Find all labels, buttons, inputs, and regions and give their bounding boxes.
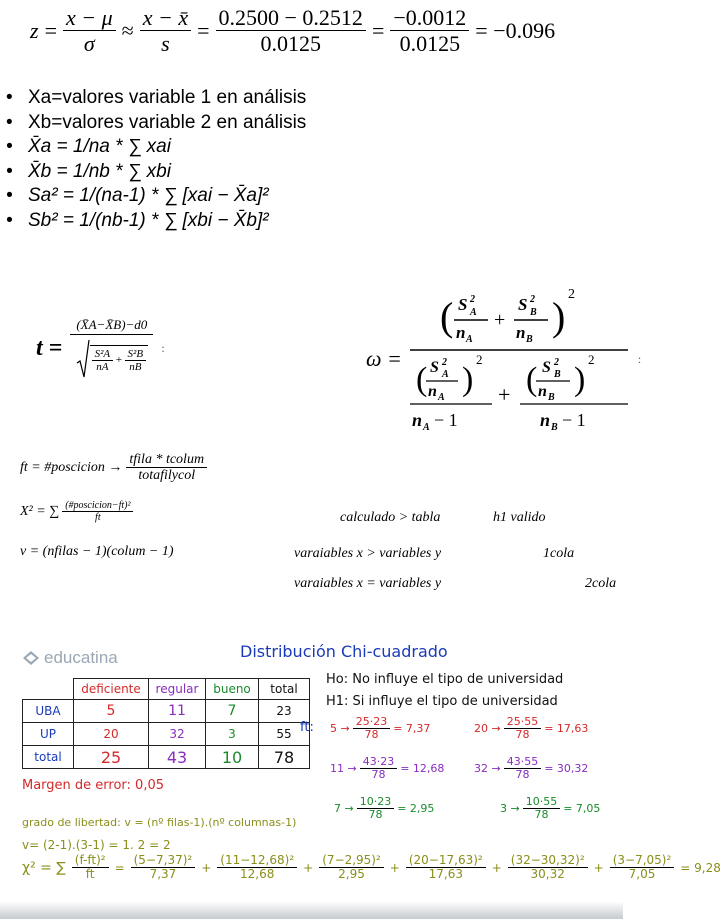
ft-item-den: 78 bbox=[515, 768, 530, 782]
chi-fraction bbox=[62, 500, 133, 524]
z-fraction-2-num: x − x̄ bbox=[140, 6, 191, 31]
row-label: total bbox=[23, 746, 74, 769]
cell: 25 bbox=[74, 746, 149, 769]
ft-label: ft: bbox=[300, 720, 314, 735]
ft-item-frac bbox=[504, 756, 542, 782]
chi-term-num: (f-ft)² bbox=[72, 854, 109, 868]
bullet-item: • Xa=valores variable 1 en análisis bbox=[0, 86, 306, 111]
cell: 7 bbox=[206, 700, 259, 723]
ft-item-source: 11 → bbox=[330, 762, 357, 776]
equals-sign: = bbox=[44, 18, 57, 44]
chi-term bbox=[406, 854, 486, 882]
chi-calc-lhs: χ² = ∑ bbox=[22, 859, 66, 876]
equals-sign-2: = bbox=[197, 18, 210, 44]
omega-lhs: ω = bbox=[366, 346, 402, 371]
ft-item-num: 25·23 bbox=[353, 716, 391, 729]
rule-one-tail: 1cola bbox=[543, 546, 575, 561]
svg-text:S: S bbox=[541, 359, 551, 376]
table-row bbox=[23, 700, 310, 723]
t-den-b-num: S²B bbox=[125, 348, 147, 361]
t-lhs: t = bbox=[36, 335, 63, 362]
chi-term-den: 30,32 bbox=[530, 867, 565, 882]
ft-item-result: = 17,63 bbox=[544, 722, 589, 736]
chi-square-formula bbox=[20, 500, 133, 524]
svg-text:B: B bbox=[529, 307, 537, 318]
z-fraction-4 bbox=[390, 6, 469, 56]
equals-sign-3: = bbox=[371, 18, 385, 44]
logo-text: educatina bbox=[44, 648, 118, 667]
ft-item bbox=[330, 756, 444, 782]
svg-text:n: n bbox=[515, 323, 526, 342]
cell: 43 bbox=[149, 746, 206, 769]
t-den-frac-b bbox=[125, 348, 147, 374]
t-denominator: $\frac{\text{S²A}}{nA}$ + $\frac{\text{S²B}}{nB}$ bbox=[73, 335, 152, 379]
bullet-item: • Xb=valores variable 2 en análisis bbox=[0, 111, 306, 136]
chi-term bbox=[319, 854, 384, 882]
z-fraction-4-den: 0.0125 bbox=[399, 31, 461, 57]
cell: 23 bbox=[259, 700, 310, 723]
svg-text:S: S bbox=[517, 295, 528, 314]
chi-term-num: (20−17,63)² bbox=[406, 854, 486, 868]
ft-item-result: = 30,32 bbox=[544, 762, 589, 776]
rule-h1-valid: h1 valido bbox=[493, 510, 546, 525]
ft-item-num: 10·55 bbox=[523, 796, 561, 809]
svg-text:): ) bbox=[461, 361, 474, 398]
bullet-item: • Sa² = 1/(na-1) * ∑ [xai − X̄a]² bbox=[0, 184, 306, 209]
omega-colon: : bbox=[637, 351, 642, 366]
header-cell: bueno bbox=[206, 679, 259, 700]
cell: 20 bbox=[74, 723, 149, 746]
bullet-item: • X̄a = 1/na * ∑ xai bbox=[0, 135, 306, 160]
z-score-formula bbox=[30, 6, 555, 56]
t-den-a-num: S²A bbox=[92, 348, 114, 361]
ft-item-result: = 2,95 bbox=[397, 802, 435, 816]
ft-item-num: 43·23 bbox=[360, 756, 398, 769]
chi-term bbox=[610, 854, 675, 882]
svg-text:(: ( bbox=[439, 294, 454, 339]
ft-item bbox=[500, 796, 600, 822]
svg-text:n: n bbox=[411, 410, 422, 430]
t-den-frac-a bbox=[92, 348, 114, 374]
svg-text:): ) bbox=[573, 361, 586, 398]
rule-variables-equal: varaiables x = variables y bbox=[294, 576, 442, 591]
svg-text:n: n bbox=[455, 323, 466, 342]
z-fraction-3-den: 0.0125 bbox=[260, 31, 321, 57]
ft-item-source: 5 → bbox=[330, 722, 350, 736]
diamond-logo-icon bbox=[22, 650, 40, 666]
chi-term-den: 7,05 bbox=[628, 867, 656, 882]
ft-item-den: 78 bbox=[515, 728, 530, 742]
svg-text:+: + bbox=[497, 382, 511, 407]
cell: 55 bbox=[259, 723, 310, 746]
cell: 5 bbox=[74, 700, 149, 723]
rule-calculated: calculado > tabla bbox=[340, 510, 441, 525]
svg-text:A: A bbox=[437, 392, 445, 403]
chi-term bbox=[72, 854, 109, 882]
header-cell: regular bbox=[149, 679, 206, 700]
svg-text:B: B bbox=[547, 392, 555, 403]
z-fraction-2-den: s bbox=[161, 31, 170, 57]
ft-formula bbox=[20, 452, 207, 484]
svg-text:+: + bbox=[493, 309, 506, 331]
svg-text:S: S bbox=[429, 359, 439, 376]
ft-item bbox=[474, 716, 588, 742]
cell: 32 bbox=[149, 723, 206, 746]
chi-result: = 9,28 bbox=[680, 860, 721, 875]
ft-item-frac bbox=[504, 716, 542, 742]
ft-fraction bbox=[126, 452, 207, 484]
svg-text:A: A bbox=[465, 334, 473, 345]
chi-term-den: 17,63 bbox=[428, 867, 463, 882]
chi-term-num: (7−2,95)² bbox=[319, 854, 384, 868]
ft-denominator: totafilycol bbox=[138, 468, 196, 484]
t-den-b-den: nB bbox=[129, 361, 142, 374]
svg-text:(: ( bbox=[415, 361, 428, 398]
ft-item-den: 78 bbox=[371, 768, 386, 782]
rule-variables-greater: varaiables x > variables y bbox=[294, 546, 442, 561]
z-fraction-2 bbox=[140, 6, 191, 56]
z-fraction-1 bbox=[63, 6, 116, 56]
table-row bbox=[23, 746, 310, 769]
ft-item-source: 20 → bbox=[474, 722, 501, 736]
svg-text:S: S bbox=[457, 295, 468, 314]
cell: 3 bbox=[206, 723, 259, 746]
ft-item-source: 32 → bbox=[474, 762, 501, 776]
variable-definitions-list bbox=[0, 86, 306, 233]
ft-item-frac bbox=[523, 796, 561, 822]
svg-text:2: 2 bbox=[475, 352, 483, 367]
chi-term-den: 7,37 bbox=[149, 867, 177, 882]
svg-text:2: 2 bbox=[469, 294, 475, 305]
svg-text:A: A bbox=[469, 307, 477, 318]
chi-square-example-card bbox=[0, 632, 721, 919]
omega-fraction-drawing bbox=[408, 284, 632, 434]
svg-text:2: 2 bbox=[567, 287, 575, 302]
ft-item-den: 78 bbox=[364, 728, 379, 742]
educatina-logo bbox=[22, 648, 118, 668]
table-row bbox=[23, 723, 310, 746]
t-fraction bbox=[70, 318, 153, 379]
chi-term-den: 12,68 bbox=[240, 867, 275, 882]
cell: 10 bbox=[206, 746, 259, 769]
chi-denominator: ft bbox=[95, 512, 101, 523]
t-den-a-den: nA bbox=[96, 361, 109, 374]
header-cell: total bbox=[259, 679, 310, 700]
chi-term-den: ft bbox=[85, 867, 95, 882]
bullet-item: • Sb² = 1/(nb-1) * ∑ [xbi − X̄b]² bbox=[0, 209, 306, 234]
z-lhs: z bbox=[30, 18, 39, 44]
row-label: UBA bbox=[23, 700, 74, 723]
z-fraction-1-den: σ bbox=[83, 31, 95, 57]
sqrt-icon bbox=[76, 339, 90, 379]
null-hypothesis: Ho: No influye el tipo de universidad bbox=[326, 672, 564, 687]
ft-item-frac bbox=[353, 716, 391, 742]
rule-two-tail: 2cola bbox=[585, 576, 617, 591]
approx-sign: ≈ bbox=[121, 18, 134, 44]
svg-text:B: B bbox=[553, 369, 561, 380]
ft-item-source: 7 → bbox=[334, 802, 354, 816]
chi-term-num: (11−12,68)² bbox=[217, 854, 297, 868]
t-statistic-formula bbox=[36, 318, 165, 379]
alt-hypothesis: H1: Si influye el tipo de universidad bbox=[326, 694, 558, 709]
svg-text:− 1: − 1 bbox=[433, 410, 458, 430]
svg-text:n: n bbox=[537, 383, 547, 400]
error-margin: Margen de error: 0,05 bbox=[22, 778, 165, 793]
ft-item-frac bbox=[360, 756, 398, 782]
svg-text:2: 2 bbox=[441, 357, 447, 368]
chi-square-calculation: χ² = ∑ $\frac{\text{(f-ft)²}}{ft}$ = $\frac{\text{(5−7,37)²}}{7,37}$ + $\frac{\text{(11−12,68)²}}{12,68}$ + $\frac{\text{(7−2,95)²}}{2,95}$ + $\frac{\text{(20−17,63)²}}{17,63}$ + $\frac{\text{(32−30,32)²}}{30,32}$ + $\frac{\text{(3−7,05)²}}{7,05}$ = 9,28 bbox=[22, 853, 721, 882]
z-result: = −0.096 bbox=[475, 18, 556, 44]
contingency-table bbox=[22, 678, 310, 769]
z-fraction-3-num: 0.2500 − 0.2512 bbox=[216, 6, 366, 31]
header-cell: deficiente bbox=[74, 679, 149, 700]
degrees-of-freedom-formula: v = (nfilas − 1)(colum − 1) bbox=[20, 544, 174, 559]
ft-item bbox=[330, 716, 430, 742]
ft-item-result: = 7,37 bbox=[393, 722, 431, 736]
svg-text:− 1: − 1 bbox=[561, 410, 586, 430]
svg-text:2: 2 bbox=[529, 294, 535, 305]
ft-item-den: 78 bbox=[368, 808, 383, 822]
ft-numerator: tfila * tcolum bbox=[126, 452, 207, 468]
ft-item-num: 10·23 bbox=[357, 796, 395, 809]
degrees-of-freedom-calc: v= (2-1).(3-1) = 1. 2 = 2 bbox=[22, 838, 171, 852]
ft-item-num: 43·55 bbox=[504, 756, 542, 769]
card-title: Distribución Chi-cuadrado bbox=[240, 642, 448, 661]
ft-item-frac bbox=[357, 796, 395, 822]
cell: 11 bbox=[149, 700, 206, 723]
ft-lhs: ft = #poscicion → bbox=[20, 460, 123, 476]
chi-lhs: X² = ∑ bbox=[20, 503, 60, 519]
svg-text:2: 2 bbox=[553, 357, 559, 368]
ft-item bbox=[474, 756, 588, 782]
chi-term bbox=[131, 854, 196, 882]
t-numerator: (X̄A−X̄B)−d0 bbox=[70, 318, 153, 335]
svg-text:(: ( bbox=[525, 361, 538, 398]
chi-term-num: (3−7,05)² bbox=[610, 854, 675, 868]
t-colon: : bbox=[161, 341, 165, 356]
svg-text:n: n bbox=[427, 383, 437, 400]
svg-text:2: 2 bbox=[587, 352, 595, 367]
row-label: UP bbox=[23, 723, 74, 746]
z-fraction-4-num: −0.0012 bbox=[390, 6, 469, 31]
ft-item-den: 78 bbox=[534, 808, 549, 822]
ft-item-result: = 12,68 bbox=[400, 762, 445, 776]
chi-term bbox=[217, 854, 297, 882]
chi-term-den: 2,95 bbox=[338, 867, 365, 882]
svg-text:A: A bbox=[422, 422, 430, 433]
omega-formula bbox=[366, 284, 641, 434]
chi-term-num: (32−30,32)² bbox=[508, 854, 588, 868]
z-fraction-1-num: x − μ bbox=[63, 6, 116, 31]
z-fraction-3 bbox=[216, 6, 366, 56]
chi-numerator: (#poscicion−ft)² bbox=[62, 500, 133, 512]
degrees-of-freedom: grado de libertad: v = (nº filas-1).(nº columnas-1) bbox=[22, 816, 297, 829]
chi-term-num: (5−7,37)² bbox=[131, 854, 196, 868]
ft-item bbox=[334, 796, 434, 822]
svg-text:): ) bbox=[551, 294, 566, 339]
svg-text:A: A bbox=[441, 369, 449, 380]
bullet-item: • X̄b = 1/nb * ∑ xbi bbox=[0, 160, 306, 185]
svg-text:n: n bbox=[539, 410, 550, 430]
cell: 78 bbox=[259, 746, 310, 769]
ft-item-result: = 7,05 bbox=[563, 802, 601, 816]
ft-item-source: 3 → bbox=[500, 802, 520, 816]
svg-text:B: B bbox=[525, 334, 533, 345]
chi-term bbox=[508, 854, 588, 882]
bottom-shadow bbox=[0, 901, 623, 919]
ft-item-num: 25·55 bbox=[504, 716, 542, 729]
svg-text:B: B bbox=[550, 422, 558, 433]
